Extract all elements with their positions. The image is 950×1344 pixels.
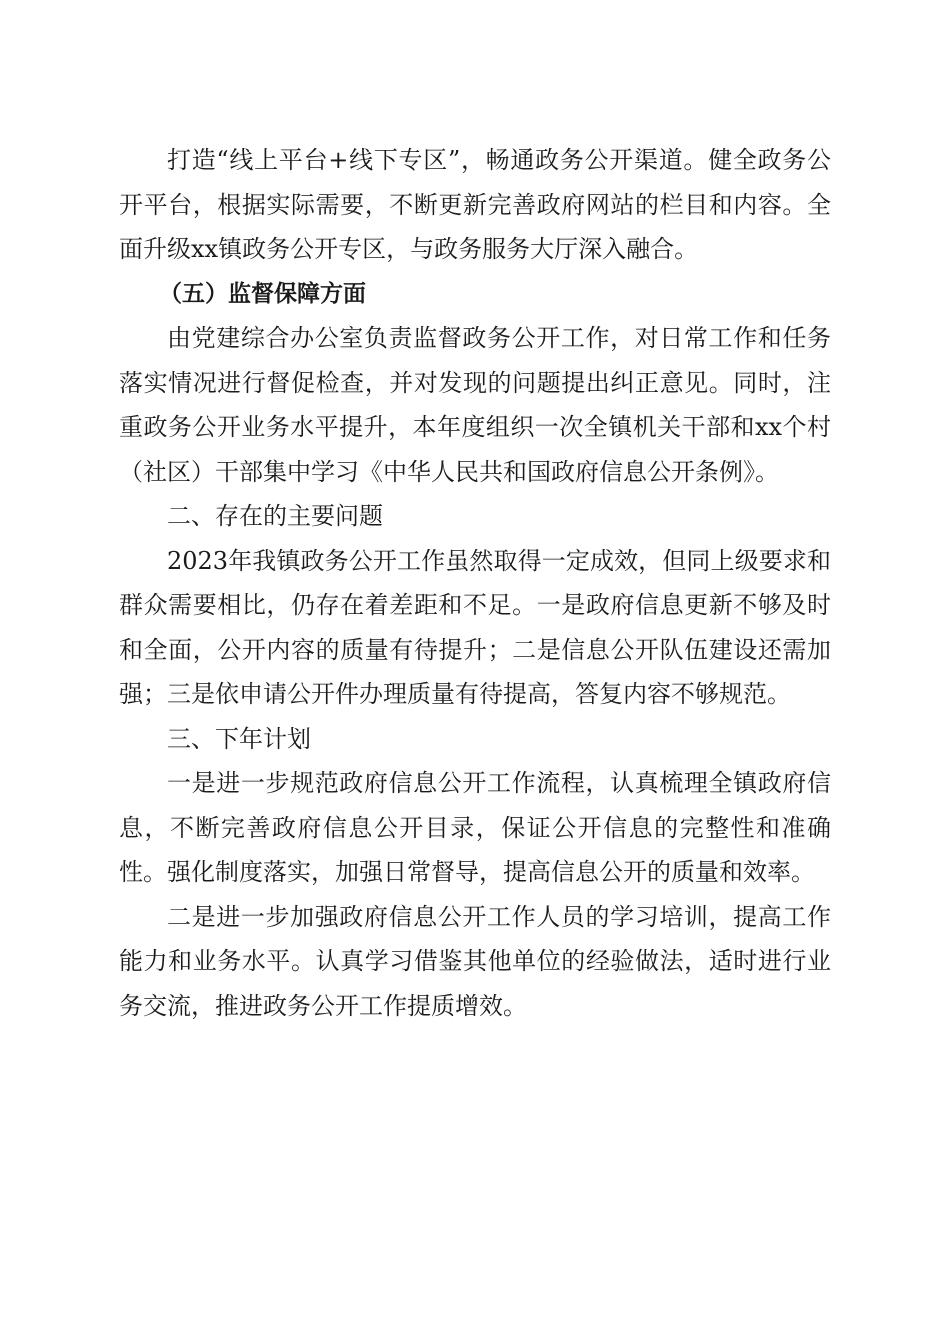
paragraph-platform: 打造“线上平台+线下专区”，畅通政务公开渠道。健全政务公开平台，根据实际需要，不断更新完善政府网站的栏目和内容。全面升级xx镇政务公开专区，与政务服务大厅深入融合。	[119, 146, 831, 263]
paragraph-plan-two: 二是进一步加强政府信息公开工作人员的学习培训，提高工作能力和业务水平。认真学习借鉴其他单位的经验做法，适时进行业务交流，推进政务公开工作提质增效。	[119, 902, 831, 1020]
paragraph-problems: 2023年我镇政务公开工作虽然取得一定成效，但同上级要求和群众需要相比，仍存在着差距和不足。一是政府信息更新不够及时和全面，公开内容的质量有待提升；二是信息公开队伍建设还需加强；三是依申请公开件办理质量有待提高，答复内容不够规范。	[119, 546, 831, 708]
section-heading-supervision: （五）监督保障方面	[159, 279, 366, 307]
document-body	[119, 138, 831, 1028]
paragraph-supervision: 由党建综合办公室负责监督政务公开工作，对日常工作和任务落实情况进行督促检查，并对发现的问题提出纠正意见。同时，注重政务公开业务水平提升，本年度组织一次全镇机关干部和xx个村（社区）干部集中学习《中华人民共和国政府信息公开条例》。	[119, 324, 831, 486]
section-heading-plan: 三、下年计划	[167, 724, 311, 753]
paragraph-plan-one: 一是进一步规范政府信息公开工作流程，认真梳理全镇政府信息，不断完善政府信息公开目录，保证公开信息的完整性和准确性。强化制度落实，加强日常督导，提高信息公开的质量和效率。	[119, 769, 831, 886]
section-heading-problems: 二、存在的主要问题	[167, 502, 383, 530]
